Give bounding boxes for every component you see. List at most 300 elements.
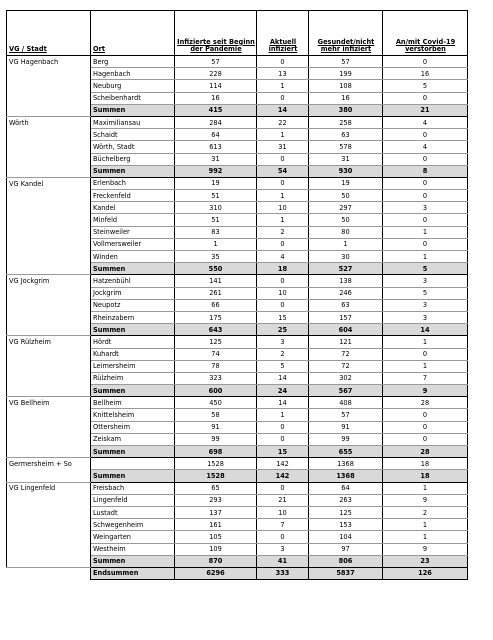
cell-infected: 1528 — [175, 458, 257, 470]
cell-recovered: 157 — [309, 311, 383, 323]
cell-deaths: 7 — [383, 372, 468, 384]
sum-ort: Summen — [91, 446, 175, 458]
table-row — [7, 116, 468, 128]
sum-recovered: 604 — [309, 324, 383, 336]
cell-recovered: 57 — [309, 56, 383, 68]
cell-recovered: 80 — [309, 226, 383, 238]
sum-deaths: 18 — [383, 470, 468, 482]
table-row — [7, 287, 468, 299]
cell-infected: 51 — [175, 190, 257, 202]
cell-ort: Ottersheim — [91, 421, 175, 433]
cell-recovered: 91 — [309, 421, 383, 433]
sum-ort: Summen — [91, 165, 175, 177]
cell-recovered: 50 — [309, 214, 383, 226]
cell-recovered: 30 — [309, 251, 383, 263]
cell-ort: Westheim — [91, 543, 175, 555]
summary-row — [7, 263, 468, 275]
cell-deaths: 1 — [383, 360, 468, 372]
cell-active: 4 — [257, 251, 309, 263]
vg-cell — [7, 348, 91, 360]
cell-active: 1 — [257, 80, 309, 92]
cell-active: 0 — [257, 433, 309, 445]
vg-cell — [7, 372, 91, 384]
vg-cell: VG Jockgrim — [7, 275, 91, 287]
table-header — [7, 11, 468, 56]
cell-recovered: 64 — [309, 482, 383, 494]
sum-active: 25 — [257, 324, 309, 336]
table-row — [7, 433, 468, 445]
cell-active: 2 — [257, 226, 309, 238]
cell-active: 14 — [257, 397, 309, 409]
table-row — [7, 299, 468, 311]
cell-recovered: 72 — [309, 360, 383, 372]
cell-active: 31 — [257, 141, 309, 153]
cell-active: 0 — [257, 421, 309, 433]
vg-cell — [7, 311, 91, 323]
cell-ort: Hagenbach — [91, 68, 175, 80]
cell-active: 13 — [257, 68, 309, 80]
cell-ort: Zeiskam — [91, 433, 175, 445]
cell-active: 0 — [257, 153, 309, 165]
cell-infected: 83 — [175, 226, 257, 238]
cell-ort: Berg — [91, 56, 175, 68]
cell-deaths: 5 — [383, 80, 468, 92]
cell-recovered: 1 — [309, 238, 383, 250]
cell-infected: 161 — [175, 519, 257, 531]
cell-ort: Kandel — [91, 202, 175, 214]
sum-deaths: 23 — [383, 555, 468, 567]
cell-ort: Schaidt — [91, 129, 175, 141]
sum-recovered: 380 — [309, 104, 383, 116]
cell-recovered: 16 — [309, 92, 383, 104]
cell-deaths: 0 — [383, 421, 468, 433]
vg-cell — [7, 238, 91, 250]
cell-ort: Neuburg — [91, 80, 175, 92]
cell-deaths: 0 — [383, 348, 468, 360]
table-row — [7, 177, 468, 189]
summary-row — [7, 446, 468, 458]
cell-ort: Rheinzabern — [91, 311, 175, 323]
cell-infected: 175 — [175, 311, 257, 323]
sum-infected: 870 — [175, 555, 257, 567]
sum-active: 54 — [257, 165, 309, 177]
cell-deaths: 16 — [383, 68, 468, 80]
cell-deaths: 0 — [383, 56, 468, 68]
cell-deaths: 3 — [383, 311, 468, 323]
cell-ort: Freisbach — [91, 482, 175, 494]
sum-deaths: 21 — [383, 104, 468, 116]
cell-ort: Leimersheim — [91, 360, 175, 372]
cell-deaths: 5 — [383, 287, 468, 299]
cell-active: 1 — [257, 214, 309, 226]
table-row — [7, 543, 468, 555]
cell-deaths: 0 — [383, 433, 468, 445]
vg-cell — [7, 202, 91, 214]
table-row — [7, 190, 468, 202]
vg-cell — [7, 226, 91, 238]
table-row — [7, 153, 468, 165]
cell-ort: Scheibenhardt — [91, 92, 175, 104]
table-row — [7, 506, 468, 518]
spreadsheet — [6, 10, 467, 580]
cell-infected: 228 — [175, 68, 257, 80]
cell-infected: 99 — [175, 433, 257, 445]
cell-active: 2 — [257, 348, 309, 360]
sum-deaths: 8 — [383, 165, 468, 177]
cell-deaths: 0 — [383, 153, 468, 165]
vg-cell — [7, 190, 91, 202]
cell-infected: 137 — [175, 506, 257, 518]
cell-infected: 19 — [175, 177, 257, 189]
sum-ort: Summen — [91, 104, 175, 116]
cell-deaths: 1 — [383, 482, 468, 494]
cell-infected: 16 — [175, 92, 257, 104]
cell-active: 3 — [257, 543, 309, 555]
vg-cell — [7, 506, 91, 518]
sum-ort: Summen — [91, 555, 175, 567]
sum-infected: 1528 — [175, 470, 257, 482]
cell-recovered: 72 — [309, 348, 383, 360]
summary-row — [7, 165, 468, 177]
cell-deaths: 4 — [383, 116, 468, 128]
sum-infected: 643 — [175, 324, 257, 336]
vg-cell: VG Hagenbach — [7, 56, 91, 68]
sum-recovered: 930 — [309, 165, 383, 177]
cell-deaths: 0 — [383, 177, 468, 189]
sum-active: 14 — [257, 104, 309, 116]
cell-deaths: 18 — [383, 458, 468, 470]
cell-active: 1 — [257, 129, 309, 141]
sum-ort: Summen — [91, 385, 175, 397]
header-deaths: An/mit Covid-19 verstorben — [383, 11, 468, 56]
cell-ort: Schwegenheim — [91, 519, 175, 531]
cell-infected: 58 — [175, 409, 257, 421]
sum-ort: Summen — [91, 470, 175, 482]
vg-cell — [7, 470, 91, 482]
cell-active: 0 — [257, 275, 309, 287]
cell-ort: Erlenbach — [91, 177, 175, 189]
cell-infected: 35 — [175, 251, 257, 263]
cell-ort: Steinweiler — [91, 226, 175, 238]
header-recovered: Gesundet/nicht mehr infiziert — [309, 11, 383, 56]
vg-cell — [7, 531, 91, 543]
cell-recovered: 302 — [309, 372, 383, 384]
cell-deaths: 0 — [383, 238, 468, 250]
cell-active: 0 — [257, 531, 309, 543]
sum-infected: 698 — [175, 446, 257, 458]
cell-recovered: 63 — [309, 129, 383, 141]
vg-cell: Germersheim + So — [7, 458, 91, 470]
table-row — [7, 141, 468, 153]
total-active: 333 — [257, 567, 309, 579]
cell-ort: Freckenfeld — [91, 190, 175, 202]
cell-deaths: 3 — [383, 202, 468, 214]
sum-infected: 992 — [175, 165, 257, 177]
cell-active: 21 — [257, 494, 309, 506]
vg-cell — [7, 360, 91, 372]
vg-cell — [7, 129, 91, 141]
cell-recovered: 408 — [309, 397, 383, 409]
cell-deaths: 9 — [383, 494, 468, 506]
cell-infected: 613 — [175, 141, 257, 153]
cell-active: 14 — [257, 372, 309, 384]
cell-ort: Hatzenbühl — [91, 275, 175, 287]
cell-deaths: 28 — [383, 397, 468, 409]
cell-recovered: 57 — [309, 409, 383, 421]
cell-ort: Weingarten — [91, 531, 175, 543]
cell-recovered: 153 — [309, 519, 383, 531]
vg-cell — [7, 567, 91, 579]
cell-active: 15 — [257, 311, 309, 323]
cell-active: 0 — [257, 177, 309, 189]
vg-cell — [7, 494, 91, 506]
vg-cell — [7, 555, 91, 567]
cell-deaths: 0 — [383, 92, 468, 104]
vg-cell — [7, 104, 91, 116]
cell-recovered: 50 — [309, 190, 383, 202]
cell-deaths: 0 — [383, 409, 468, 421]
table-row — [7, 409, 468, 421]
sum-active: 142 — [257, 470, 309, 482]
sum-deaths: 28 — [383, 446, 468, 458]
table-row — [7, 458, 468, 470]
cell-recovered: 1368 — [309, 458, 383, 470]
cell-deaths: 1 — [383, 336, 468, 348]
total-infected: 6296 — [175, 567, 257, 579]
cell-ort: Wörth, Stadt — [91, 141, 175, 153]
cell-infected: 57 — [175, 56, 257, 68]
table-row — [7, 251, 468, 263]
covid-statistics-table — [6, 10, 468, 580]
vg-cell — [7, 214, 91, 226]
cell-ort: Knittelsheim — [91, 409, 175, 421]
vg-cell — [7, 324, 91, 336]
cell-ort: Vollmersweiler — [91, 238, 175, 250]
cell-deaths: 3 — [383, 275, 468, 287]
total-ort: Endsummen — [91, 567, 175, 579]
cell-infected: 114 — [175, 80, 257, 92]
cell-infected: 284 — [175, 116, 257, 128]
cell-recovered: 108 — [309, 80, 383, 92]
vg-cell — [7, 421, 91, 433]
cell-ort: Minfeld — [91, 214, 175, 226]
sum-active: 18 — [257, 263, 309, 275]
table-row — [7, 238, 468, 250]
cell-ort: Rülzheim — [91, 372, 175, 384]
cell-recovered: 104 — [309, 531, 383, 543]
cell-recovered: 199 — [309, 68, 383, 80]
cell-infected: 65 — [175, 482, 257, 494]
sum-recovered: 806 — [309, 555, 383, 567]
table-row — [7, 214, 468, 226]
cell-recovered: 97 — [309, 543, 383, 555]
cell-deaths: 0 — [383, 129, 468, 141]
vg-cell — [7, 251, 91, 263]
cell-infected: 105 — [175, 531, 257, 543]
cell-recovered: 297 — [309, 202, 383, 214]
sum-deaths: 14 — [383, 324, 468, 336]
vg-cell: VG Kandel — [7, 177, 91, 189]
cell-ort: Bellheim — [91, 397, 175, 409]
vg-cell — [7, 153, 91, 165]
vg-cell — [7, 385, 91, 397]
cell-infected: 261 — [175, 287, 257, 299]
sum-ort: Summen — [91, 263, 175, 275]
cell-infected: 64 — [175, 129, 257, 141]
cell-infected: 450 — [175, 397, 257, 409]
sum-active: 24 — [257, 385, 309, 397]
cell-deaths: 3 — [383, 299, 468, 311]
cell-deaths: 1 — [383, 531, 468, 543]
cell-ort: Maximiliansau — [91, 116, 175, 128]
cell-active: 10 — [257, 506, 309, 518]
header-infected: Infizierte seit Beginn der Pandemie — [175, 11, 257, 56]
cell-infected: 141 — [175, 275, 257, 287]
table-row — [7, 397, 468, 409]
cell-recovered: 578 — [309, 141, 383, 153]
cell-recovered: 258 — [309, 116, 383, 128]
vg-cell — [7, 263, 91, 275]
table-body — [7, 56, 468, 580]
cell-active: 10 — [257, 287, 309, 299]
summary-row — [7, 470, 468, 482]
table-row — [7, 336, 468, 348]
header-row — [7, 11, 468, 56]
sum-deaths: 9 — [383, 385, 468, 397]
table-row — [7, 311, 468, 323]
vg-cell — [7, 92, 91, 104]
sum-recovered: 567 — [309, 385, 383, 397]
table-row — [7, 129, 468, 141]
cell-deaths: 1 — [383, 519, 468, 531]
cell-ort: Kuhardt — [91, 348, 175, 360]
cell-active: 22 — [257, 116, 309, 128]
cell-ort: Lingenfeld — [91, 494, 175, 506]
cell-active: 0 — [257, 92, 309, 104]
cell-active: 10 — [257, 202, 309, 214]
cell-active: 0 — [257, 299, 309, 311]
table-row — [7, 360, 468, 372]
vg-cell — [7, 299, 91, 311]
cell-active: 3 — [257, 336, 309, 348]
cell-infected: 293 — [175, 494, 257, 506]
cell-active: 0 — [257, 56, 309, 68]
cell-active: 1 — [257, 409, 309, 421]
cell-infected: 91 — [175, 421, 257, 433]
cell-active: 1 — [257, 190, 309, 202]
vg-cell: Wörth — [7, 116, 91, 128]
table-row — [7, 348, 468, 360]
summary-row — [7, 104, 468, 116]
table-row — [7, 531, 468, 543]
vg-cell — [7, 165, 91, 177]
cell-active: 0 — [257, 482, 309, 494]
cell-active: 7 — [257, 519, 309, 531]
table-row — [7, 56, 468, 68]
cell-ort: Lustadt — [91, 506, 175, 518]
cell-infected: 51 — [175, 214, 257, 226]
cell-deaths: 2 — [383, 506, 468, 518]
sum-recovered: 527 — [309, 263, 383, 275]
table-row — [7, 519, 468, 531]
vg-cell — [7, 68, 91, 80]
table-row — [7, 482, 468, 494]
cell-ort: Winden — [91, 251, 175, 263]
cell-recovered: 125 — [309, 506, 383, 518]
cell-ort: Jockgrim — [91, 287, 175, 299]
sum-deaths: 5 — [383, 263, 468, 275]
cell-ort — [91, 458, 175, 470]
sum-recovered: 1368 — [309, 470, 383, 482]
table-row — [7, 226, 468, 238]
vg-cell — [7, 446, 91, 458]
summary-row — [7, 385, 468, 397]
cell-active: 0 — [257, 238, 309, 250]
cell-recovered: 121 — [309, 336, 383, 348]
table-row — [7, 421, 468, 433]
cell-active: 5 — [257, 360, 309, 372]
sum-ort: Summen — [91, 324, 175, 336]
vg-cell: VG Lingenfeld — [7, 482, 91, 494]
cell-ort: Büchelberg — [91, 153, 175, 165]
cell-infected: 66 — [175, 299, 257, 311]
cell-ort: Hördt — [91, 336, 175, 348]
cell-recovered: 63 — [309, 299, 383, 311]
summary-row — [7, 324, 468, 336]
cell-ort: Neupotz — [91, 299, 175, 311]
cell-deaths: 4 — [383, 141, 468, 153]
table-row — [7, 92, 468, 104]
header-vg: VG / Stadt — [7, 11, 91, 56]
table-row — [7, 80, 468, 92]
cell-deaths: 0 — [383, 214, 468, 226]
sum-active: 41 — [257, 555, 309, 567]
total-recovered: 5837 — [309, 567, 383, 579]
vg-cell — [7, 409, 91, 421]
cell-recovered: 263 — [309, 494, 383, 506]
cell-active: 142 — [257, 458, 309, 470]
vg-cell — [7, 287, 91, 299]
table-row — [7, 275, 468, 287]
cell-recovered: 19 — [309, 177, 383, 189]
header-ort: Ort — [91, 11, 175, 56]
header-active: Aktuell infiziert — [257, 11, 309, 56]
table-row — [7, 494, 468, 506]
sum-infected: 600 — [175, 385, 257, 397]
cell-infected: 78 — [175, 360, 257, 372]
cell-deaths: 1 — [383, 226, 468, 238]
summary-row — [7, 555, 468, 567]
table-row — [7, 372, 468, 384]
vg-cell — [7, 543, 91, 555]
cell-deaths: 1 — [383, 251, 468, 263]
sum-infected: 415 — [175, 104, 257, 116]
total-row — [7, 567, 468, 579]
vg-cell: VG Rülzheim — [7, 336, 91, 348]
cell-recovered: 99 — [309, 433, 383, 445]
vg-cell — [7, 519, 91, 531]
vg-cell: VG Bellheim — [7, 397, 91, 409]
cell-infected: 310 — [175, 202, 257, 214]
cell-deaths: 9 — [383, 543, 468, 555]
vg-cell — [7, 141, 91, 153]
cell-infected: 109 — [175, 543, 257, 555]
total-deaths: 126 — [383, 567, 468, 579]
cell-infected: 1 — [175, 238, 257, 250]
cell-recovered: 138 — [309, 275, 383, 287]
cell-recovered: 31 — [309, 153, 383, 165]
vg-cell — [7, 433, 91, 445]
